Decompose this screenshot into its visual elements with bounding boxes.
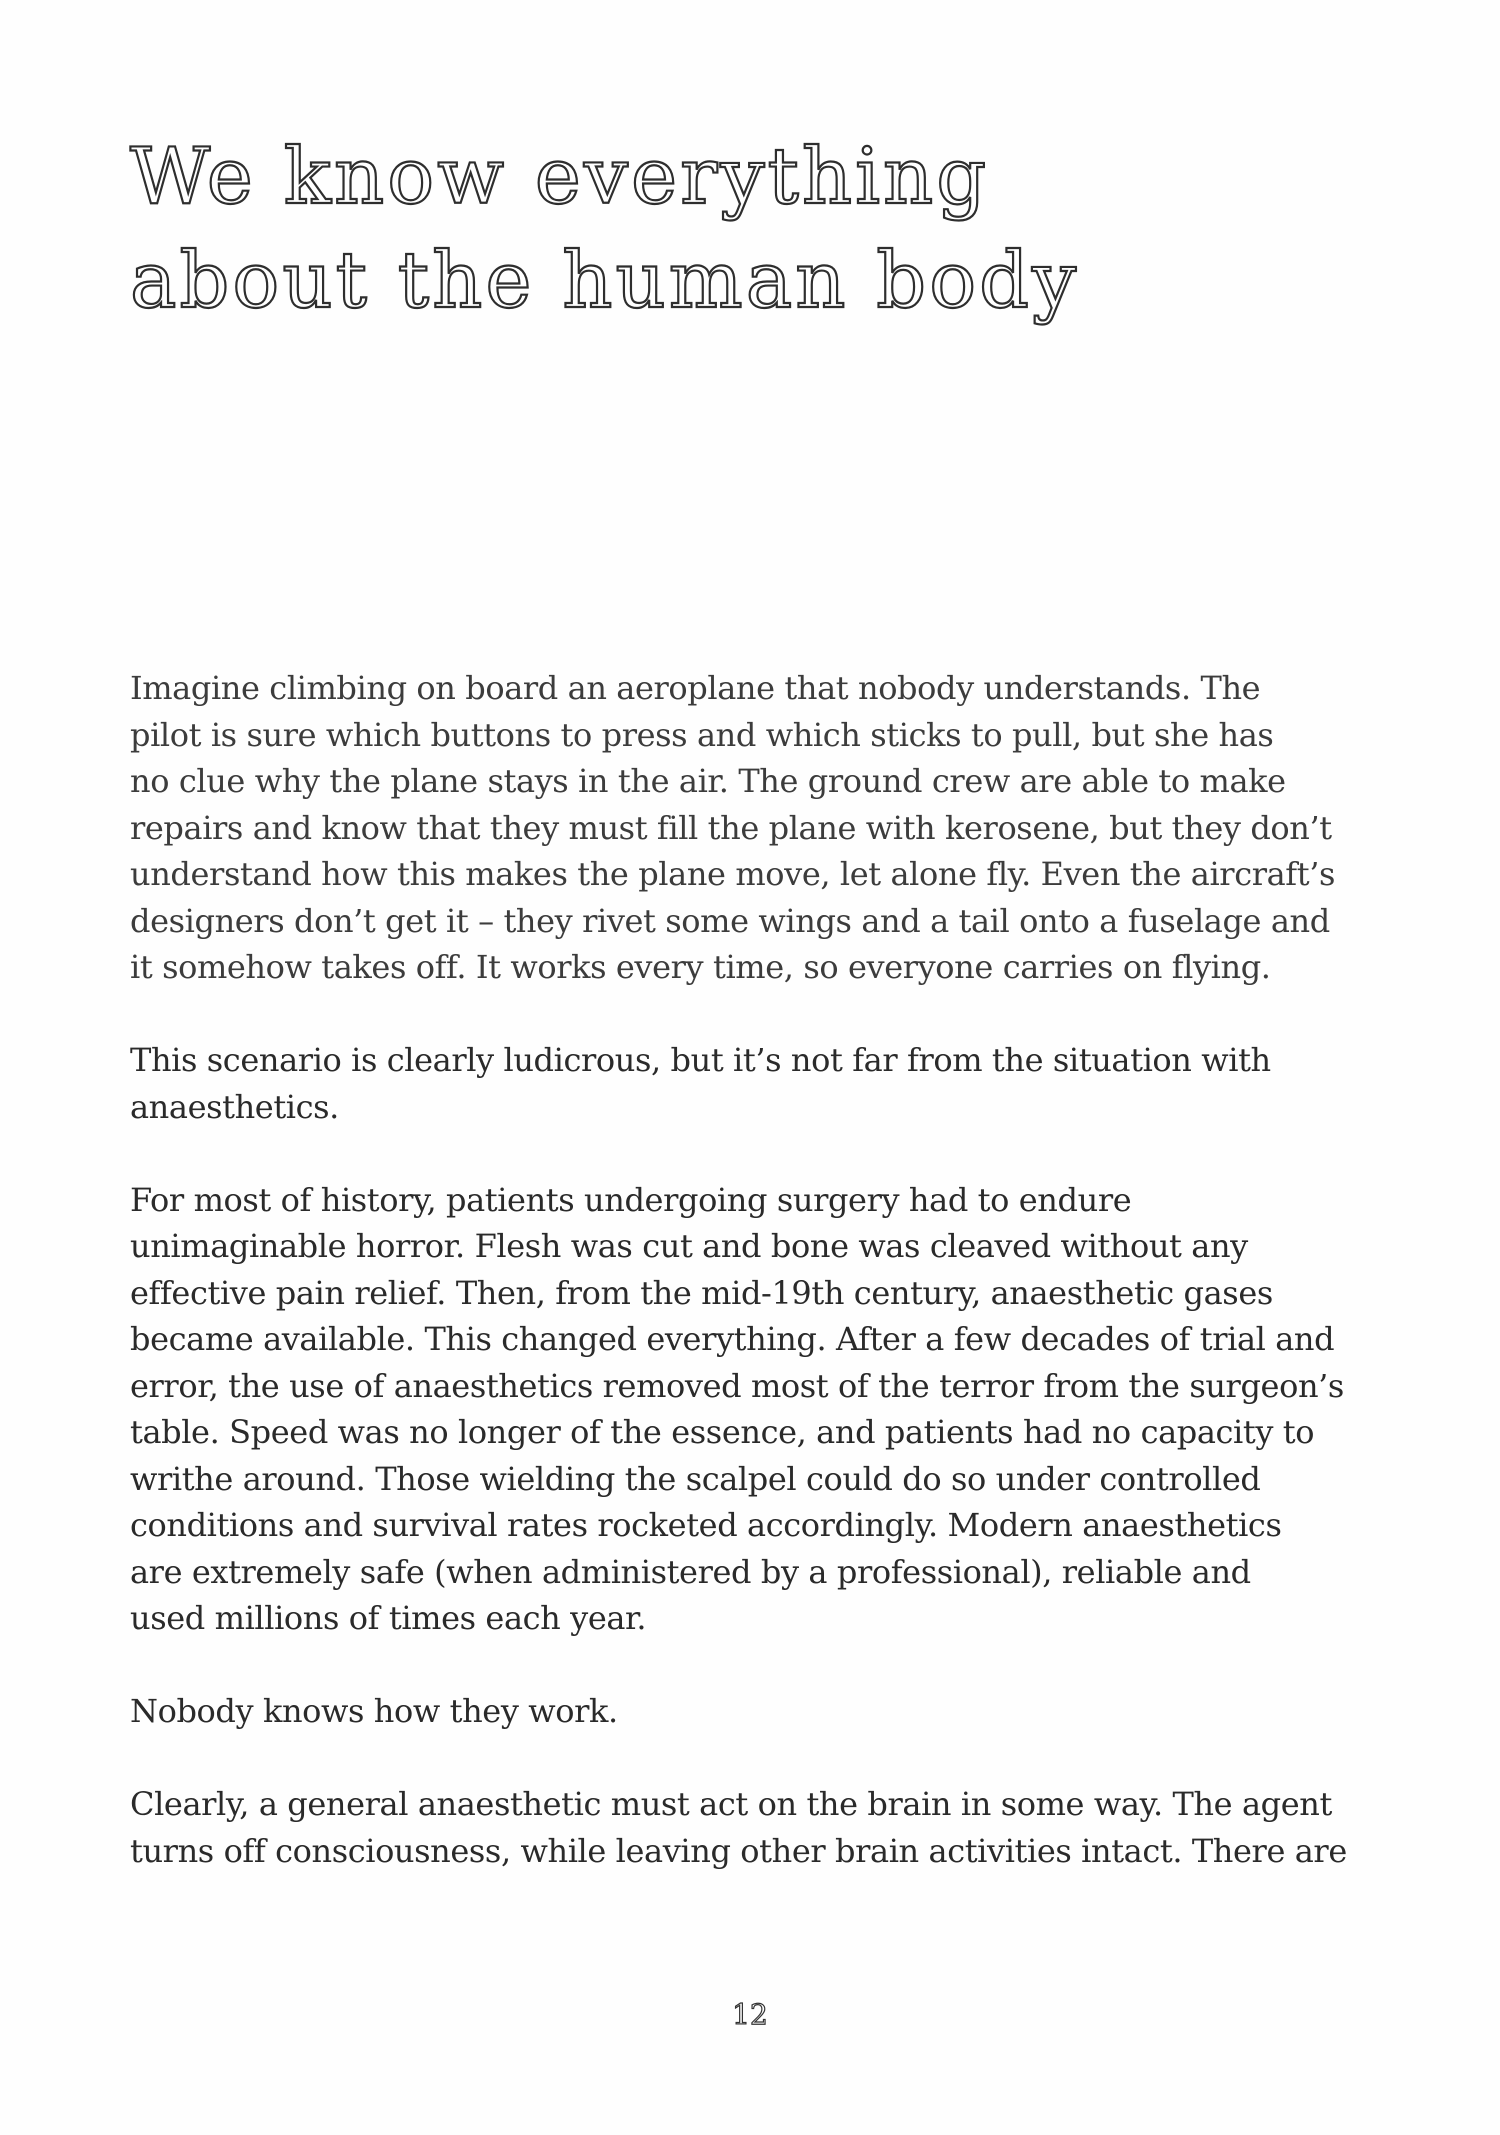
- chapter-title-line: We know everything: [130, 132, 990, 222]
- text-line: it somehow takes off. It works every time, so everyone carries on flying.: [130, 948, 1271, 986]
- paragraph: [130, 1688, 1380, 1735]
- text-line: used millions of times each year.: [130, 1599, 647, 1637]
- paragraph-intro: [130, 665, 1380, 991]
- text-line: table. Speed was no longer of the essence, and patients had no capacity to: [130, 1413, 1315, 1451]
- paragraph: [130, 1037, 1380, 1130]
- text-line: pilot is sure which buttons to press and which sticks to pull, but she has: [130, 715, 1274, 754]
- text-line: understand how this makes the plane move, let alone fly. Even the aircraft’s: [130, 855, 1335, 893]
- text-line: anaesthetics.: [130, 1087, 339, 1126]
- paragraph: [130, 1177, 1380, 1642]
- paragraph: [130, 1781, 1380, 1874]
- text-line: conditions and survival rates rocketed accordingly. Modern anaesthetics: [130, 1506, 1282, 1544]
- text-line: became available. This changed everything. After a few decades of trial and: [130, 1320, 1335, 1358]
- text-line: repairs and know that they must fill the plane with kerosene, but they don’t: [130, 808, 1332, 847]
- text-line: effective pain relief. Then, from the mid-19th century, anaesthetic gases: [130, 1273, 1273, 1312]
- text-line: writhe around. Those wielding the scalpel could do so under controlled: [130, 1459, 1261, 1498]
- text-line: no clue why the plane stays in the air. The ground crew are able to make: [130, 762, 1286, 800]
- text-line: Imagine climbing on board an aeroplane that nobody understands. The: [130, 669, 1261, 707]
- text-line: error, the use of anaesthetics removed most of the terror from the surgeon’s: [130, 1366, 1344, 1405]
- text-line: designers don’t get it – they rivet some wings and a tail onto a fuselage and: [130, 901, 1330, 940]
- page-number: 12: [732, 1998, 768, 2031]
- chapter-title: [130, 125, 1380, 333]
- text-line: Nobody knows how they work.: [130, 1692, 618, 1730]
- text-line: turns off consciousness, while leaving other brain activities intact. There are: [130, 1831, 1347, 1870]
- text-line: This scenario is clearly ludicrous, but it’s not far from the situation with: [130, 1041, 1271, 1079]
- text-line: For most of history, patients undergoing surgery had to endure: [130, 1180, 1132, 1219]
- chapter-title-line: about the human body: [130, 236, 1080, 326]
- text-line: Clearly, a general anaesthetic must act on the brain in some way. The agent: [130, 1785, 1332, 1823]
- text-line: unimaginable horror. Flesh was cut and bone was cleaved without any: [130, 1227, 1248, 1265]
- text-line: are extremely safe (when administered by a professional), reliable and: [130, 1552, 1251, 1591]
- body-text: [130, 665, 1380, 1921]
